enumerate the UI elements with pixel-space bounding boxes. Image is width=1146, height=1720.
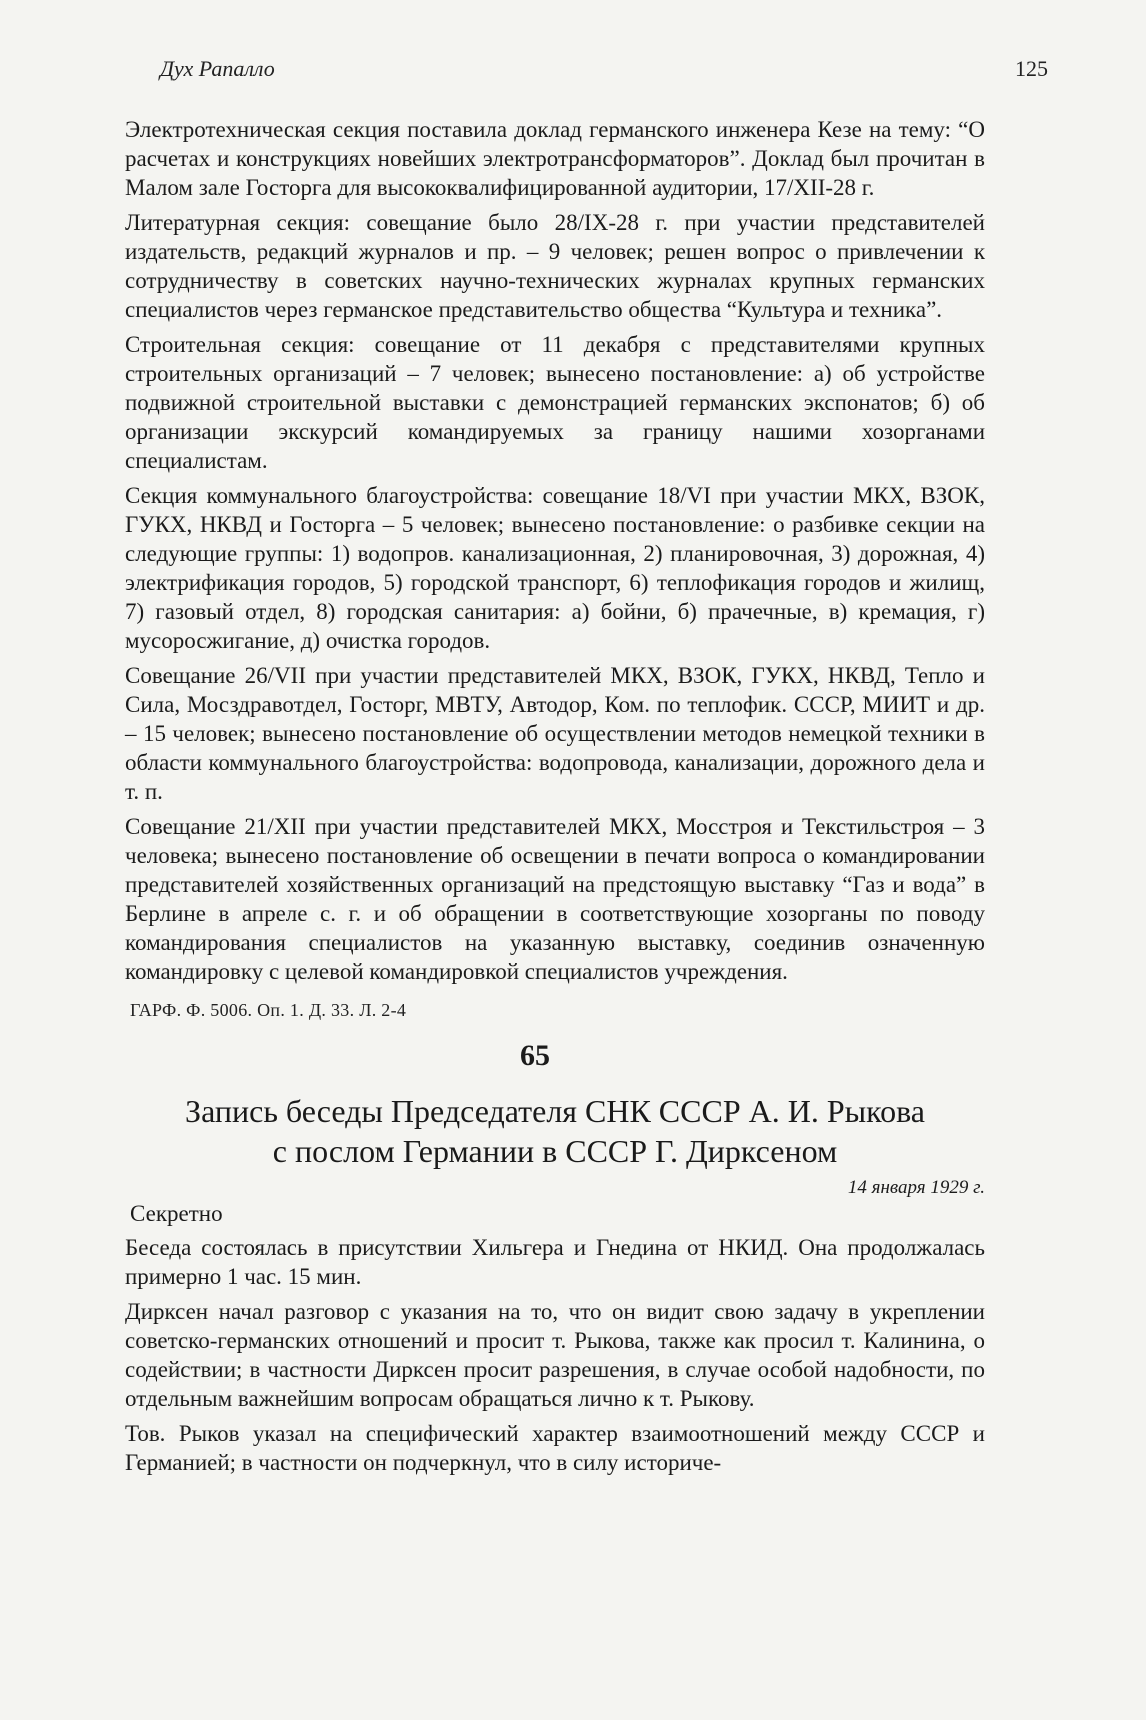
document-title-line: с послом Германии в СССР Г. Дирксеном (272, 1133, 838, 1169)
paragraph: Совещание 21/XII при участии представителей МКХ, Мосстроя и Текстильстроя – 3 человека; вынесено постановление об освещении в печати вопроса о командировании представителей хозяйственных организаций на предстоящую выставку “Газ и вода” в Берлине в апреле с. г. и об обращении в соответствующие хозорганы по поводу командирования специалистов на указанную выставку, соединив означенную командировку с целевой командировкой специалистов учреждения. (125, 814, 985, 984)
paragraph: Литературная секция: совещание было 28/IX-28 г. при участии представителей издательств, редакций журналов и пр. – 9 человек; решен вопрос о привлечении к сотрудничеству в советских научно-технических журналах крупных германских специалистов через германское представительство общества “Культура и техника”. (125, 210, 985, 322)
document-number: 65 (520, 1039, 550, 1072)
paragraph: Дирксен начал разговор с указания на то, что он видит свою задачу в укреплении советско-германских отношений и просит т. Рыкова, также как просил т. Калинина, о содействии; в частности Дирксен просит разрешения, в случае особой надобности, по отдельным важнейшим вопросам обращаться лично к т. Рыкову. (125, 1299, 985, 1411)
document-date: 14 января 1929 г. (847, 1177, 985, 1198)
document-meta (125, 1177, 985, 1233)
paragraph: Совещание 26/VII при участии представителей МКХ, ВЗОК, ГУКХ, НКВД, Тепло и Сила, Мосздравотдел, Госторг, МВТУ, Автодор, Ком. по теплофик. СССР, МИИТ и др. – 15 человек; вынесено постановление об осуществлении методов немецкой техники в области коммунального благоустройства: водопровода, канализации, дорожного дела и т. п. (125, 663, 985, 804)
document-title (125, 1091, 985, 1171)
classification-label: Секретно (130, 1201, 223, 1226)
running-title: Дух Рапалло (160, 56, 275, 81)
paragraph: Секция коммунального благоустройства: совещание 18/VI при участии МКХ, ВЗОК, ГУКХ, НКВД и Госторга – 5 человек; вынесено постановление: о разбивке секции на следующие группы: 1) водопров. канализационная, 2) планировочная, 3) дорожная, 4) электрификация городов, 5) городской транспорт, 6) теплофикация городов и жилищ, 7) газовый отдел, 8) городская санитария: а) бойни, б) прачечные, в) кремация, г) мусоросжигание, д) очистка городов. (125, 483, 985, 653)
document-title-line: Запись беседы Председателя СНК СССР А. И. Рыкова (185, 1093, 925, 1129)
paragraph: Строительная секция: совещание от 11 декабря с представителями крупных строительных организаций – 7 человек; вынесено постановление: а) об устройстве подвижной строительной выставки с демонстрацией германских экспонатов; б) об организации экскурсий командируемых за границу нашими хозорганами специалистам. (125, 332, 985, 473)
paragraph: Беседа состоялась в присутствии Хильгера и Гнедина от НКИД. Она продолжалась примерно 1 час. 15 мин. (125, 1235, 985, 1289)
page-number: 125 (1015, 56, 1048, 81)
main-text (125, 115, 985, 1483)
paragraph: Электротехническая секция поставила доклад германского инженера Кезе на тему: “О расчетах и конструкциях новейших электротрансформаторов”. Доклад был прочитан в Малом зале Госторга для высококвалифицированной аудитории, 17/XII-28 г. (125, 117, 985, 200)
paragraph: Тов. Рыков указал на специфический характер взаимоотношений между СССР и Германией; в частности он подчеркнул, что в силу историче- (125, 1421, 985, 1475)
archive-reference: ГАРФ. Ф. 5006. Оп. 1. Д. 33. Л. 2-4 (130, 1000, 407, 1020)
